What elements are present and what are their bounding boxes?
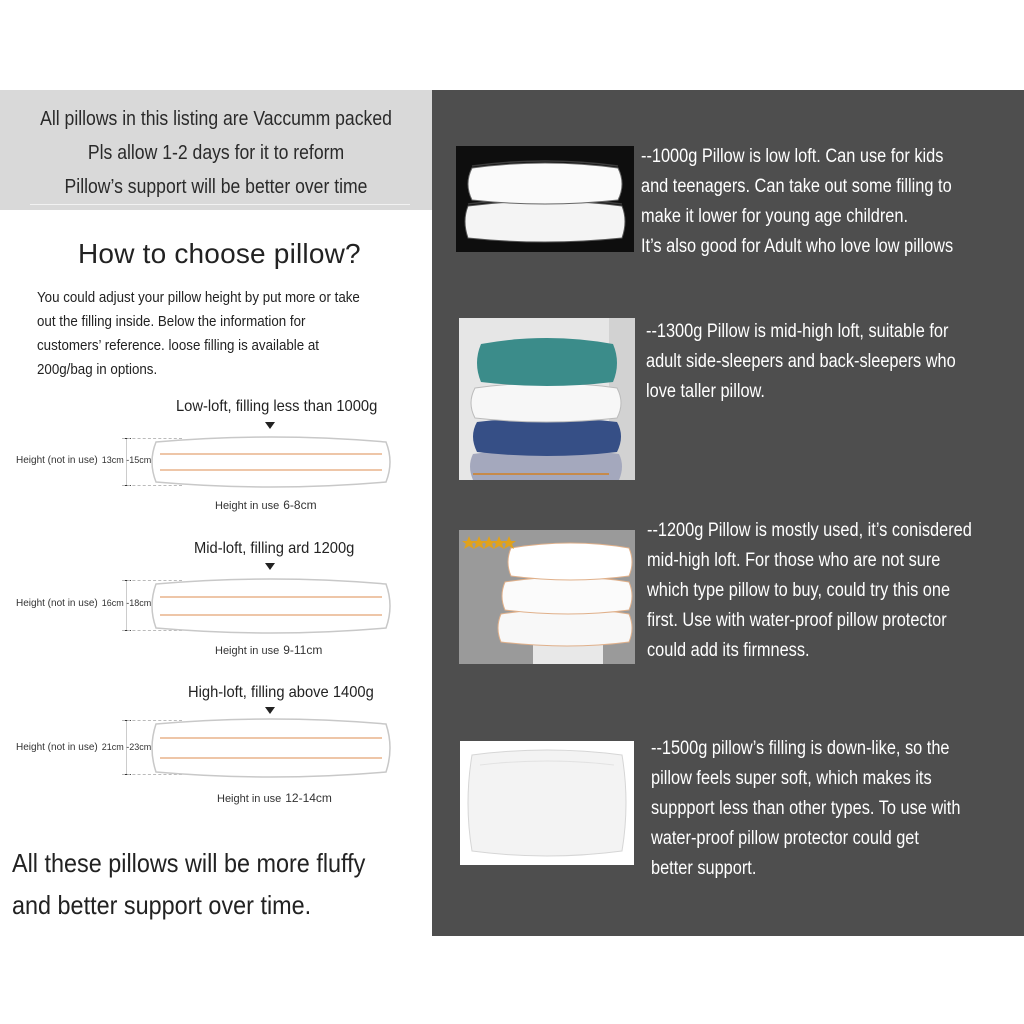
mid-loft-pillow-diagram — [148, 576, 394, 636]
pillow-stack-photo — [459, 318, 635, 480]
product-desc-1300g — [646, 317, 956, 407]
pillow-stack-photo — [456, 146, 634, 252]
use-label-text: Height in use — [217, 793, 282, 805]
low-loft-pillow-diagram — [148, 434, 394, 490]
pillow-photo — [460, 741, 634, 865]
height-not-in-use-value: 21cm -23cm — [101, 742, 152, 752]
height-in-use-value: 12-14cm — [285, 791, 332, 805]
desc-line: --1300g Pillow is mid-high loft, suitable for — [646, 321, 949, 342]
low-loft-label: Low-loft, filling less than 1000g — [176, 398, 378, 415]
caret-down-icon — [265, 422, 275, 429]
product-image-1500g — [460, 741, 634, 865]
footer-line: and better support over time. — [12, 890, 312, 920]
footer-note — [12, 842, 390, 926]
desc-line: adult side-sleepers and back-sleepers who — [646, 351, 956, 372]
product-image-1200g — [459, 530, 635, 664]
intro-line: customers’ reference. loose filling is available at — [37, 338, 320, 354]
intro-line: You could adjust your pillow height by put more or take — [37, 290, 360, 306]
desc-line: first. Use with water-proof pillow protector — [647, 610, 947, 631]
use-label-text: Height in use — [215, 645, 280, 657]
intro-line: 200g/bag in options. — [37, 362, 158, 378]
desc-line: --1200g Pillow is mostly used, it’s conisdered — [647, 520, 972, 541]
desc-line: better support. — [651, 858, 757, 879]
desc-line: and teenagers. Can take out some filling to — [641, 176, 952, 197]
product-image-1300g — [459, 318, 635, 480]
height-in-use-label — [215, 498, 317, 512]
caret-down-icon — [265, 563, 275, 570]
high-loft-pillow-diagram — [148, 716, 394, 780]
desc-line: make it lower for young age children. — [641, 206, 909, 227]
high-loft-label: High-loft, filling above 1400g — [188, 684, 374, 701]
height-label-text: Height (not in use) — [16, 598, 98, 609]
banner-divider — [30, 204, 410, 205]
height-in-use-value: 6-8cm — [283, 498, 317, 512]
footer-line: All these pillows will be more fluffy — [12, 848, 366, 878]
height-in-use-label — [215, 643, 322, 657]
height-not-in-use-value: 16cm -18cm — [101, 598, 152, 608]
guide-intro — [37, 286, 368, 382]
desc-line: water-proof pillow protector could get — [651, 828, 919, 849]
desc-line: love taller pillow. — [646, 381, 765, 402]
height-not-in-use-label — [16, 742, 151, 753]
height-label-text: Height (not in use) — [16, 455, 98, 466]
intro-line: out the filling inside. Below the information for — [37, 314, 306, 330]
banner-line-3: Pillow’s support will be better over time — [64, 176, 368, 198]
desc-line: suppport less than other types. To use with — [651, 798, 961, 819]
height-not-in-use-label — [16, 455, 151, 466]
desc-line: --1000g Pillow is low loft. Can use for kids — [641, 146, 944, 167]
product-desc-1000g — [641, 142, 953, 262]
guide-title: How to choose pillow? — [78, 238, 361, 269]
desc-line: which type pillow to buy, could try this one — [647, 580, 951, 601]
height-not-in-use-value: 13cm -15cm — [101, 455, 152, 465]
desc-line: --1500g pillow’s filling is down-like, so the — [651, 738, 950, 759]
height-in-use-label — [217, 791, 332, 805]
height-not-in-use-label — [16, 598, 151, 609]
product-desc-1500g — [651, 734, 960, 884]
product-desc-1200g — [647, 516, 972, 666]
height-label-text: Height (not in use) — [16, 742, 98, 753]
banner-line-1: All pillows in this listing are Vaccumm packed — [40, 108, 392, 130]
product-image-1000g — [456, 146, 634, 252]
mid-loft-label: Mid-loft, filling ard 1200g — [194, 540, 355, 557]
desc-line: pillow feels super soft, which makes its — [651, 768, 932, 789]
height-in-use-value: 9-11cm — [283, 643, 323, 657]
use-label-text: Height in use — [215, 500, 280, 512]
desc-line: It’s also good for Adult who love low pillows — [641, 236, 954, 257]
desc-line: could add its firmness. — [647, 640, 810, 661]
caret-down-icon — [265, 707, 275, 714]
pillow-stack-photo — [459, 530, 635, 664]
desc-line: mid-high loft. For those who are not sure — [647, 550, 941, 571]
banner-line-2: Pls allow 1-2 days for it to reform — [87, 142, 345, 164]
